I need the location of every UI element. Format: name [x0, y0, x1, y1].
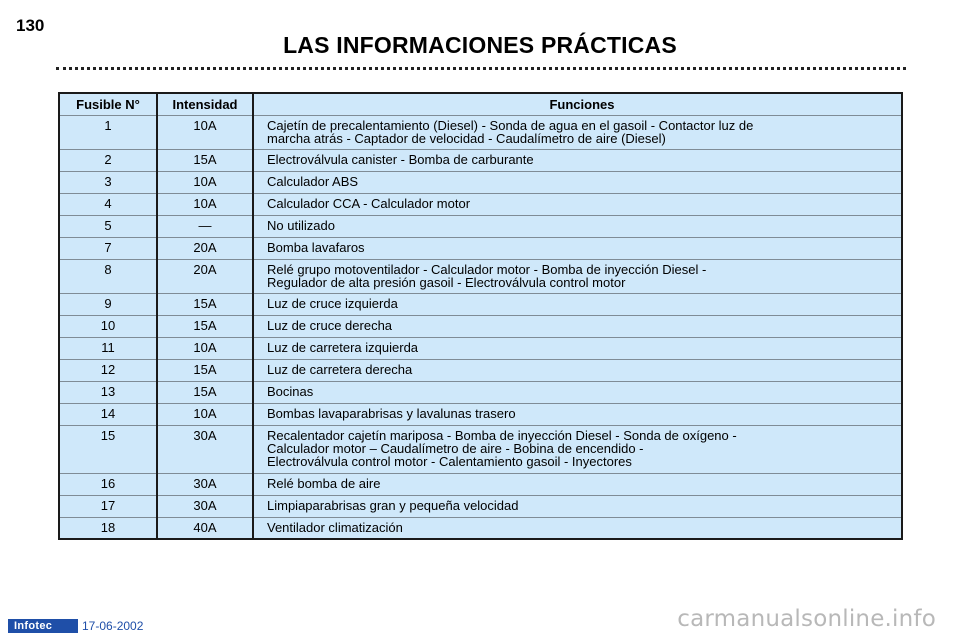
- fuse-number-cell: 3: [59, 171, 157, 193]
- functions-cell: [253, 473, 902, 495]
- intensity-cell: —: [157, 215, 253, 237]
- functions-cell: [253, 495, 902, 517]
- intensity-cell: 30A: [157, 495, 253, 517]
- intensity-cell: 30A: [157, 425, 253, 473]
- table-row: [59, 315, 902, 337]
- fuse-number-cell: 9: [59, 293, 157, 315]
- infotec-logo: Infotec: [8, 619, 78, 633]
- functions-cell: [253, 171, 902, 193]
- table-row: [59, 495, 902, 517]
- functions-cell: [253, 115, 902, 149]
- functions-cell: [253, 259, 902, 293]
- functions-cell: [253, 149, 902, 171]
- function-line: Regulador de alta presión gasoil - Electroválvula control motor: [267, 274, 626, 290]
- functions-cell: [253, 237, 902, 259]
- table-row: [59, 473, 902, 495]
- intensity-cell: 15A: [157, 293, 253, 315]
- fuse-number-cell: 14: [59, 403, 157, 425]
- table-row: [59, 293, 902, 315]
- table-header-row: [59, 93, 902, 115]
- page-number: 130: [16, 16, 45, 35]
- table-row: [59, 517, 902, 539]
- table-row: [59, 215, 902, 237]
- functions-cell: [253, 193, 902, 215]
- intensity-cell: 15A: [157, 359, 253, 381]
- function-line: Bomba lavafaros: [267, 239, 365, 255]
- table-row: [59, 259, 902, 293]
- fuse-number-cell: 12: [59, 359, 157, 381]
- table-row: [59, 403, 902, 425]
- table-row: [59, 381, 902, 403]
- header-fuse-number: Fusible N°: [59, 93, 157, 115]
- function-line: Luz de cruce izquierda: [267, 295, 398, 311]
- fuse-number-cell: 18: [59, 517, 157, 539]
- fuse-number-cell: 5: [59, 215, 157, 237]
- page-title: LAS INFORMACIONES PRÁCTICAS: [283, 32, 677, 58]
- table-row: [59, 193, 902, 215]
- title-divider: [56, 67, 906, 70]
- intensity-cell: 10A: [157, 171, 253, 193]
- intensity-cell: 20A: [157, 237, 253, 259]
- footer-date: 17-06-2002: [82, 619, 144, 633]
- function-line: Bocinas: [267, 383, 314, 399]
- functions-cell: [253, 315, 902, 337]
- functions-cell: [253, 425, 902, 473]
- header-functions: Funciones: [549, 97, 615, 112]
- table-row: [59, 359, 902, 381]
- intensity-cell: 15A: [157, 149, 253, 171]
- table-row: [59, 425, 902, 473]
- function-line: Relé grupo motoventilador - Calculador motor - Bomba de inyección Diesel -: [267, 261, 707, 277]
- intensity-cell: 20A: [157, 259, 253, 293]
- fuse-number-cell: 7: [59, 237, 157, 259]
- function-line: Limpiaparabrisas gran y pequeña velocidad: [267, 497, 519, 513]
- intensity-cell: 10A: [157, 193, 253, 215]
- functions-cell: [253, 337, 902, 359]
- function-line: Electroválvula control motor - Calentamiento gasoil - Inyectores: [267, 453, 632, 469]
- watermark: carmanualsonline.info: [677, 606, 936, 632]
- function-line: Recalentador cajetín mariposa - Bomba de inyección Diesel - Sonda de oxígeno -: [267, 427, 737, 443]
- table-row: [59, 237, 902, 259]
- fuse-number-cell: 4: [59, 193, 157, 215]
- functions-cell: [253, 215, 902, 237]
- function-line: Bombas lavaparabrisas y lavalunas trasero: [267, 405, 516, 421]
- table-row: [59, 337, 902, 359]
- table-row: [59, 149, 902, 171]
- function-line: Luz de carretera derecha: [267, 361, 413, 377]
- function-line: marcha atrás - Captador de velocidad - Caudalímetro de aire (Diesel): [267, 130, 666, 146]
- intensity-cell: 40A: [157, 517, 253, 539]
- intensity-cell: 30A: [157, 473, 253, 495]
- fuse-number-cell: 13: [59, 381, 157, 403]
- functions-cell: [253, 381, 902, 403]
- function-line: Luz de carretera izquierda: [267, 339, 419, 355]
- function-line: No utilizado: [267, 217, 335, 233]
- table-row: [59, 115, 902, 149]
- intensity-cell: 10A: [157, 115, 253, 149]
- functions-cell: [253, 293, 902, 315]
- functions-cell: [253, 517, 902, 539]
- fuse-number-cell: 11: [59, 337, 157, 359]
- functions-cell: [253, 403, 902, 425]
- header-intensity: Intensidad: [157, 93, 253, 115]
- fuse-number-cell: 8: [59, 259, 157, 293]
- intensity-cell: 15A: [157, 381, 253, 403]
- table-row: [59, 171, 902, 193]
- function-line: Ventilador climatización: [267, 519, 403, 535]
- function-line: Calculador CCA - Calculador motor: [267, 195, 471, 211]
- function-line: Calculador ABS: [267, 173, 359, 189]
- function-line: Electroválvula canister - Bomba de carburante: [267, 151, 534, 167]
- fuse-number-cell: 15: [59, 425, 157, 473]
- fuse-number-cell: 17: [59, 495, 157, 517]
- fuse-number-cell: 16: [59, 473, 157, 495]
- fuse-table: [58, 92, 903, 540]
- function-line: Luz de cruce derecha: [267, 317, 393, 333]
- intensity-cell: 15A: [157, 315, 253, 337]
- fuse-table-body: [59, 115, 902, 539]
- function-line: Relé bomba de aire: [267, 475, 381, 491]
- function-line: Cajetín de precalentamiento (Diesel) - Sonda de agua en el gasoil - Contactor luz de: [267, 117, 754, 133]
- fuse-number-cell: 10: [59, 315, 157, 337]
- fuse-number-cell: 2: [59, 149, 157, 171]
- intensity-cell: 10A: [157, 337, 253, 359]
- functions-cell: [253, 359, 902, 381]
- fuse-number-cell: 1: [59, 115, 157, 149]
- function-line: Calculador motor – Caudalímetro de aire - Bobina de encendido -: [267, 440, 644, 456]
- intensity-cell: 10A: [157, 403, 253, 425]
